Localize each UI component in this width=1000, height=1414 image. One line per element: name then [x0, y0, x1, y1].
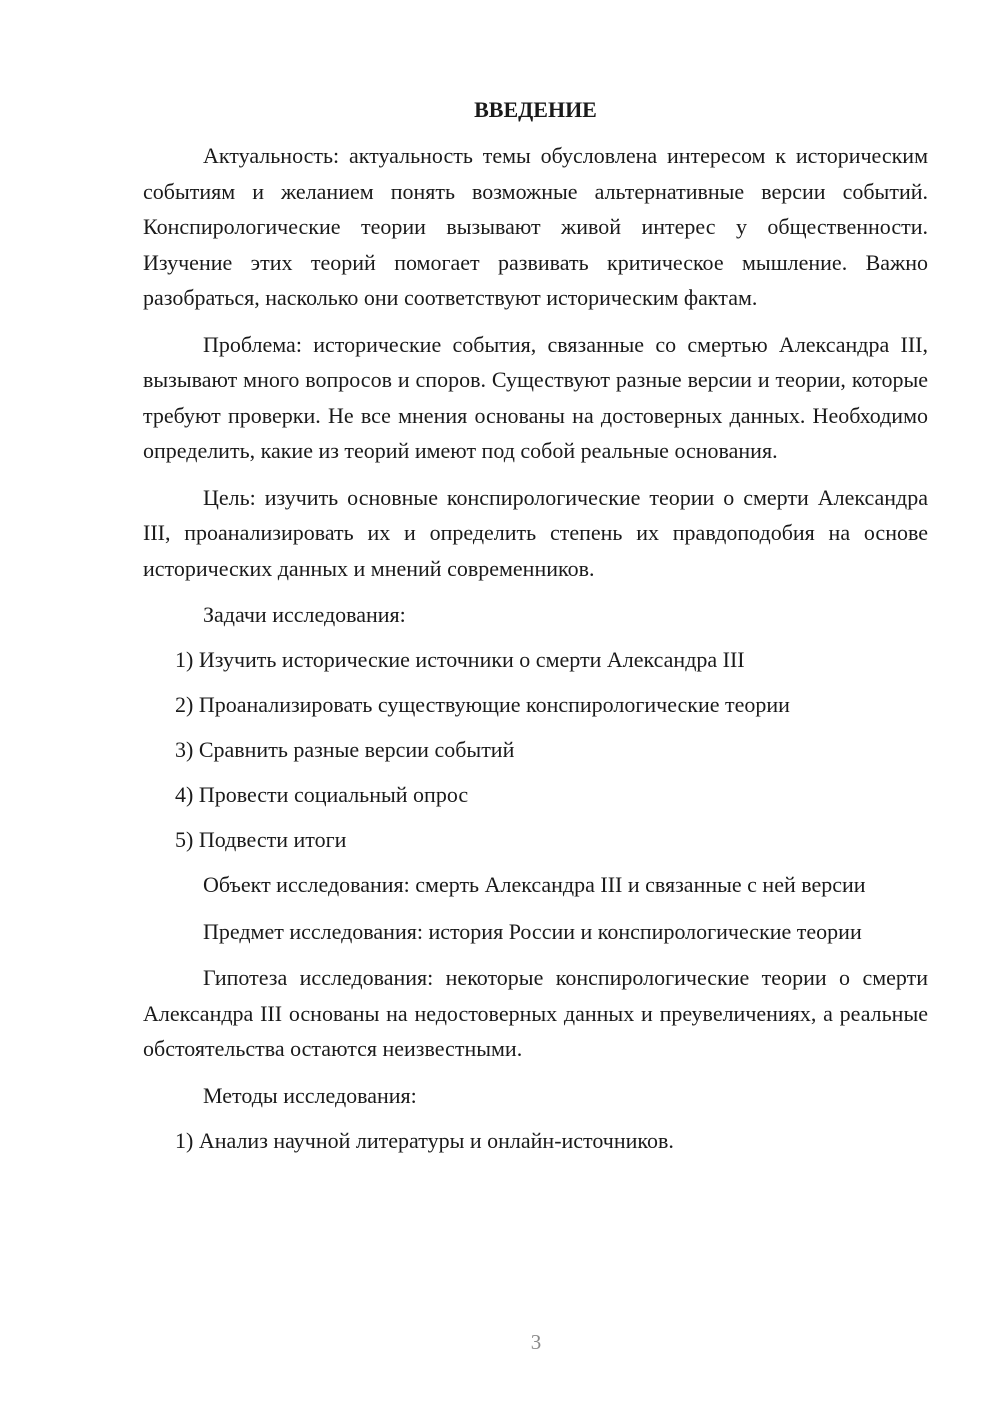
relevance-paragraph: Актуальность: актуальность темы обусловлена интересом к историческим событиям и желанием понять возможные альтернативные версии событий. Конспирологические теории вызывают живой интерес у общественности. Изучение этих теорий помогает развивать критическое мышление. Важно разобраться, насколько они соответствуют историческим фактам. — [143, 143, 928, 310]
hypothesis-paragraph: Гипотеза исследования: некоторые конспирологические теории о смерти Александра III основаны на недостоверных данных и преувеличениях, а реальные обстоятельства остаются неизвестными. — [143, 965, 928, 1061]
subject-paragraph: Предмет исследования: история России и конспирологические теории — [203, 918, 862, 944]
task-item: 5) Подвести итоги — [175, 827, 347, 852]
task-item: 2) Проанализировать существующие конспирологические теории — [175, 692, 790, 717]
document-page — [143, 92, 928, 1158]
page-number: 3 — [530, 1330, 542, 1354]
methods-heading: Методы исследования: — [203, 1082, 417, 1108]
task-item: 1) Изучить исторические источники о смерти Александра III — [175, 647, 745, 672]
task-item: 4) Провести социальный опрос — [175, 782, 469, 807]
section-title: ВВЕДЕНИЕ — [474, 97, 597, 122]
tasks-heading: Задачи исследования: — [203, 602, 406, 627]
task-item: 3) Сравнить разные версии событий — [175, 737, 515, 762]
object-paragraph: Объект исследования: смерть Александра III и связанные с ней версии — [203, 872, 866, 897]
method-item: 1) Анализ научной литературы и онлайн-источников. — [175, 1127, 674, 1153]
problem-paragraph: Проблема: исторические события, связанные со смертью Александра III, вызывают много вопросов и споров. Существуют разные версии и теории, которые требуют проверки. Не все мнения основаны на достоверных данных. Необходимо определить, какие из теорий имеют под собой реальные основания. — [143, 331, 928, 463]
goal-paragraph: Цель: изучить основные конспирологические теории о смерти Александра III, проанализировать их и определить степень их правдоподобия на основе исторических данных и мнений современников. — [143, 484, 928, 581]
